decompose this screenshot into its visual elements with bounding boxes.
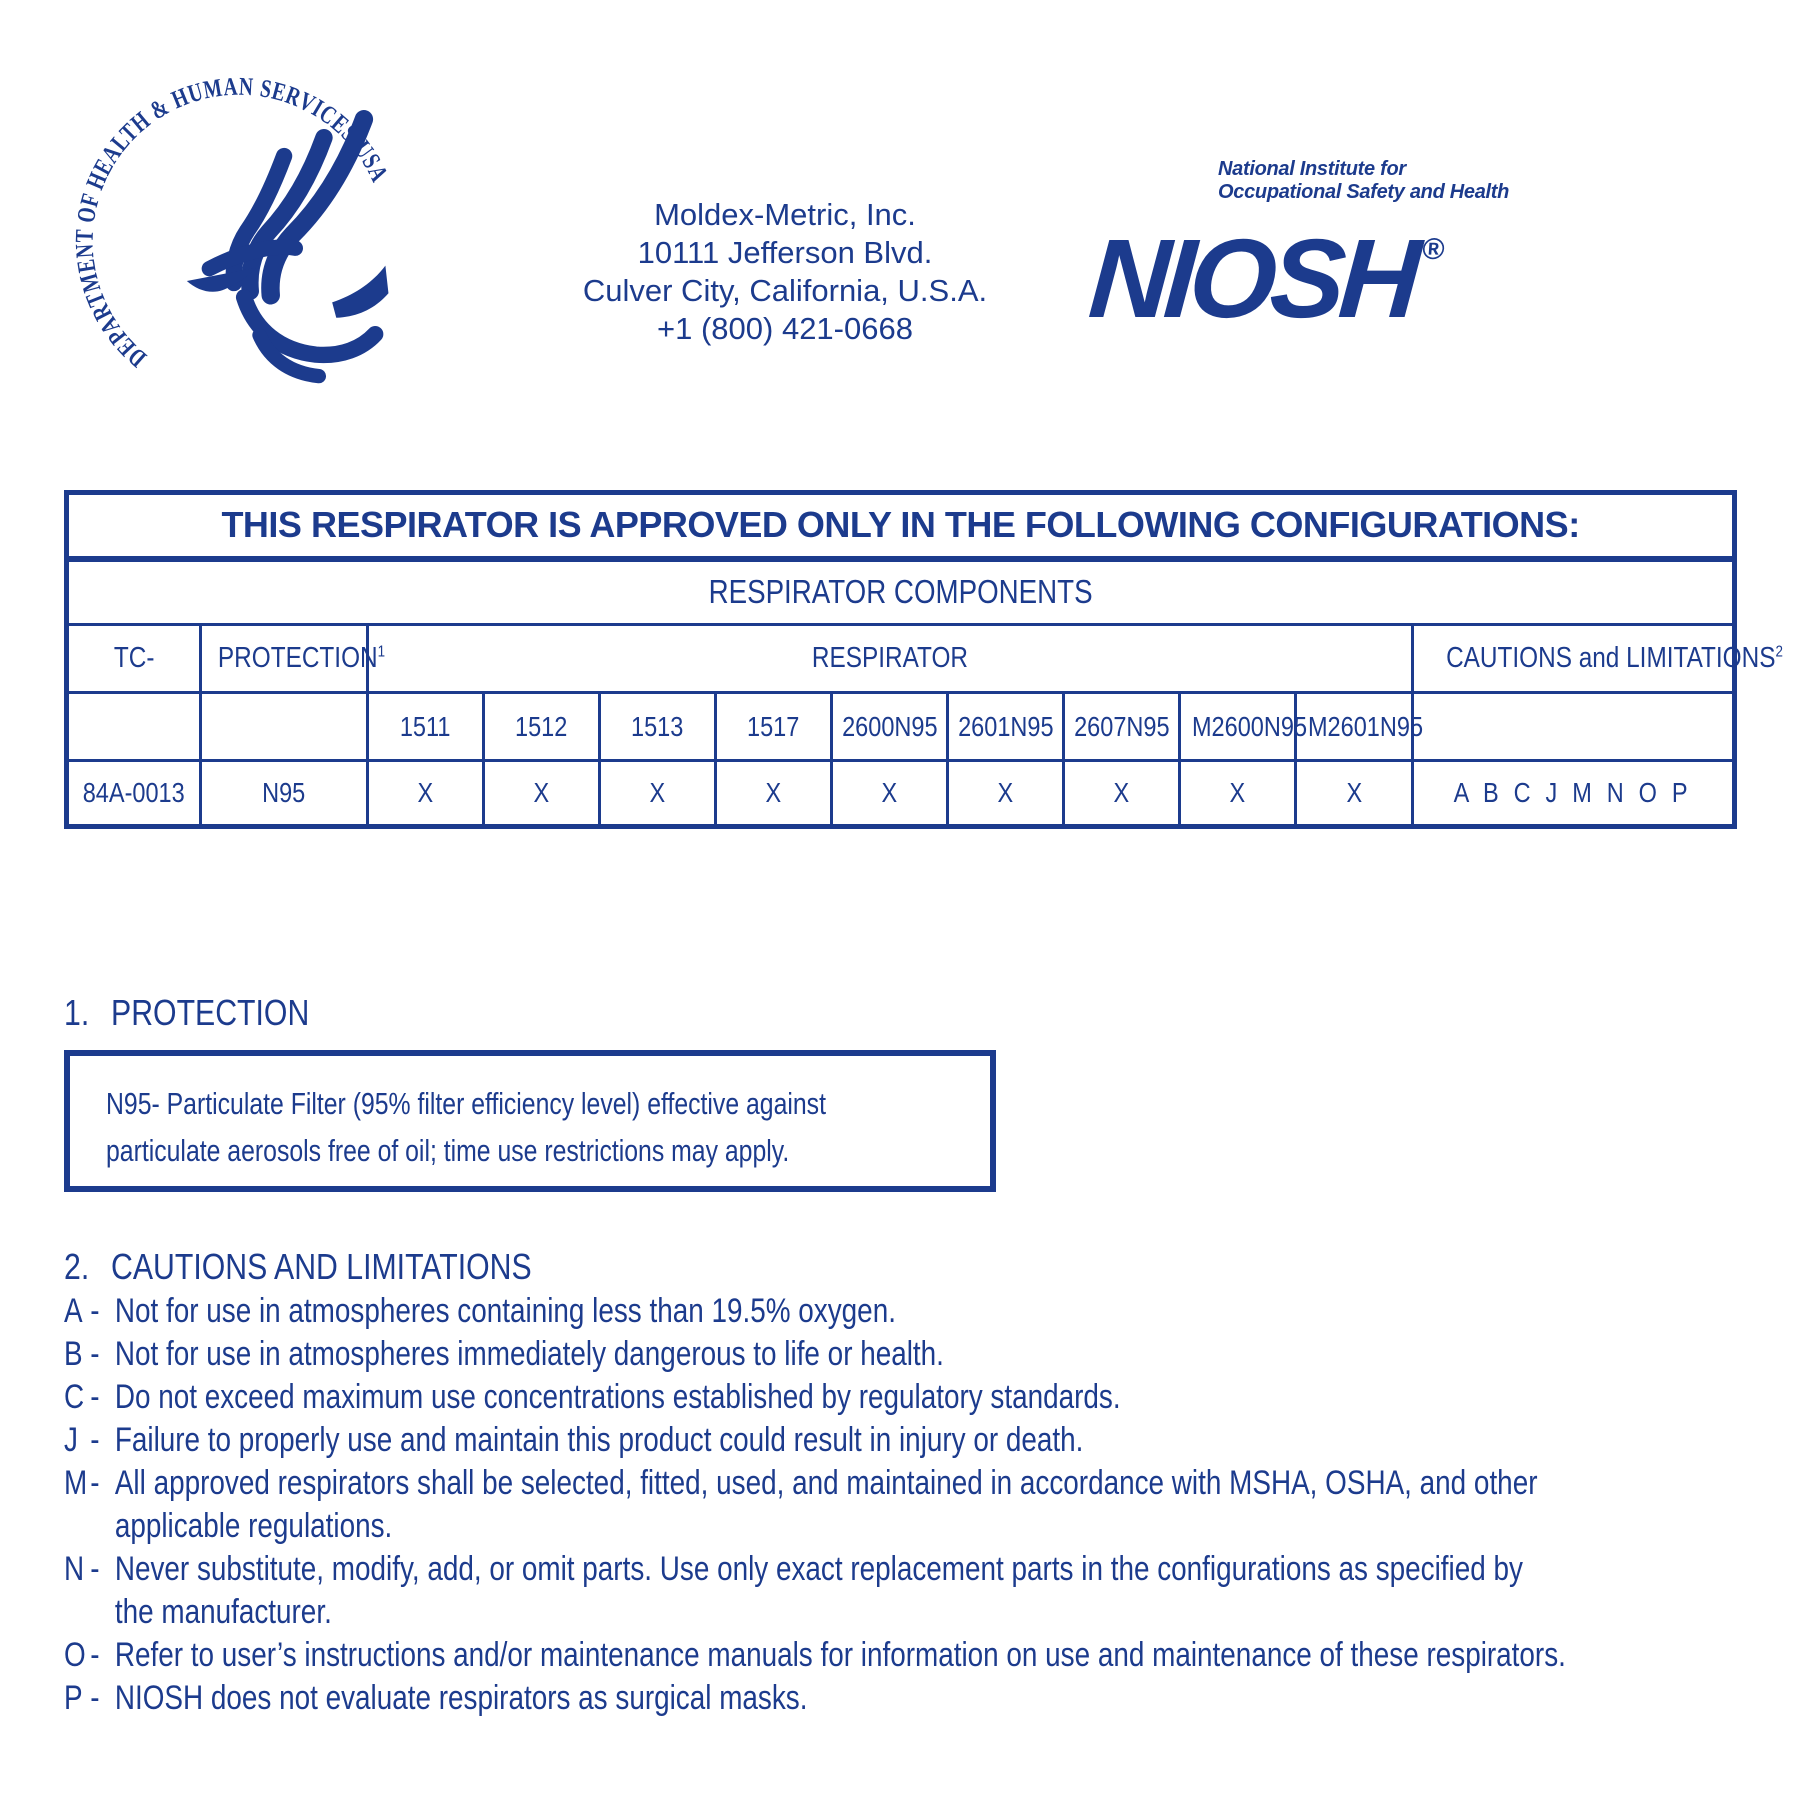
model-header-cell: 1517	[716, 693, 832, 761]
caution-item-b: B - Not for use in atmospheres immediately dangerous to life or health.	[64, 1333, 1483, 1376]
empty-cell	[201, 693, 368, 761]
caution-dash: -	[90, 1292, 100, 1330]
caution-item-m: M - All approved respirators shall be selected, fitted, used, and maintained in accordance with MSHA, OSHA, and other applicable regulations.	[64, 1462, 1483, 1548]
niosh-logo	[1085, 158, 1566, 341]
model-header-cell: M2600N95	[1180, 693, 1296, 761]
svg-text:DEPARTMENT OF HEALTH & HUMAN S	[70, 72, 395, 374]
empty-cell	[1413, 693, 1735, 761]
cautions-heading	[64, 1246, 532, 1288]
model-header-cell: M2601N95	[1296, 693, 1413, 761]
caution-item-o: O - Refer to user’s instructions and/or maintenance manuals for information on use and maintenance of these respirators.	[64, 1634, 1483, 1677]
mark-cell: X	[832, 761, 948, 827]
caution-letter: M	[64, 1464, 88, 1502]
caution-letter: O	[64, 1636, 86, 1674]
col-header-tc: TC-	[67, 625, 201, 693]
caution-item-a: A - Not for use in atmospheres containing less than 19.5% oxygen.	[64, 1290, 1483, 1333]
caution-letter: P	[64, 1679, 83, 1717]
manufacturer-name: Moldex-Metric, Inc.	[654, 197, 916, 232]
caution-dash: -	[90, 1464, 100, 1502]
mark-cell: X	[1180, 761, 1296, 827]
manufacturer-address	[500, 196, 1070, 348]
tc-number-cell: 84A-0013	[67, 761, 201, 827]
model-header-cell: 1511	[368, 693, 484, 761]
table-title: THIS RESPIRATOR IS APPROVED ONLY IN THE FOLLOWING CONFIGURATIONS:	[67, 493, 1735, 559]
mark-cell: X	[1064, 761, 1180, 827]
cautions-letters-cell: A B C J M N O P	[1413, 761, 1735, 827]
caution-dash: -	[90, 1550, 100, 1588]
caution-dash: -	[90, 1636, 100, 1674]
caution-dash: -	[90, 1378, 100, 1416]
caution-dash: -	[90, 1421, 100, 1459]
mark-cell: X	[1296, 761, 1413, 827]
model-header-cell: 2607N95	[1064, 693, 1180, 761]
protection-heading	[64, 992, 309, 1034]
hhs-seal-logo	[64, 66, 412, 414]
protection-box-line1: N95- Particulate Filter (95% filter efficiency level) effective against	[106, 1086, 826, 1121]
model-header-cell: 2600N95	[832, 693, 948, 761]
section-title: PROTECTION	[111, 992, 310, 1033]
mark-cell: X	[484, 761, 600, 827]
caution-letter: A	[64, 1292, 83, 1330]
col-header-protection: PROTECTION$^1$	[201, 625, 368, 693]
section-number: 1.	[64, 992, 90, 1033]
manufacturer-street: 10111 Jefferson Blvd.	[637, 235, 933, 270]
caution-letter: C	[64, 1378, 85, 1416]
protection-box-line2: particulate aerosols free of oil; time use restrictions may apply.	[106, 1133, 790, 1168]
table-subtitle: RESPIRATOR COMPONENTS	[67, 559, 1735, 625]
mark-cell: X	[600, 761, 716, 827]
caution-item-j: J - Failure to properly use and maintain this product could result in injury or death.	[64, 1419, 1483, 1462]
protection-description-box	[64, 1050, 996, 1192]
caution-item-c: C - Do not exceed maximum use concentrations established by regulatory standards.	[64, 1376, 1483, 1419]
manufacturer-phone: +1 (800) 421-0668	[657, 311, 913, 346]
caution-item-n: N - Never substitute, modify, add, or omit parts. Use only exact replacement parts in the configurations as specified by the manufacturer.	[64, 1548, 1483, 1634]
niosh-wordmark: NIOSH®	[1085, 216, 1446, 341]
caution-letter: N	[64, 1550, 85, 1588]
model-header-cell: 2601N95	[948, 693, 1064, 761]
col-header-cautions: CAUTIONS and LIMITATIONS$^2$	[1413, 625, 1735, 693]
empty-cell	[67, 693, 201, 761]
model-header-cell: 1513	[600, 693, 716, 761]
mark-cell: X	[948, 761, 1064, 827]
manufacturer-city: Culver City, California, U.S.A.	[582, 273, 988, 308]
hhs-seal-circular-text: DEPARTMENT OF HEALTH & HUMAN SERVICES·USA	[69, 71, 397, 374]
mark-cell: X	[716, 761, 832, 827]
caution-item-p: P - NIOSH does not evaluate respirators as surgical masks.	[64, 1677, 1483, 1720]
cautions-list	[64, 1290, 1794, 1720]
registered-trademark-symbol: ®	[1421, 233, 1446, 266]
section-title: CAUTIONS AND LIMITATIONS	[111, 1246, 532, 1287]
approval-configurations-table	[64, 490, 1783, 829]
caution-letter: J	[64, 1421, 78, 1459]
model-header-cell: 1512	[484, 693, 600, 761]
section-number: 2.	[64, 1246, 90, 1287]
caution-dash: -	[90, 1679, 100, 1717]
col-header-respirator: RESPIRATOR	[368, 625, 1413, 693]
caution-dash: -	[90, 1335, 100, 1373]
caution-letter: B	[64, 1335, 83, 1373]
niosh-tagline: National Institute for Occupational Safety and Health	[1218, 158, 1510, 203]
protection-cell: N95	[201, 761, 368, 827]
mark-cell: X	[368, 761, 484, 827]
